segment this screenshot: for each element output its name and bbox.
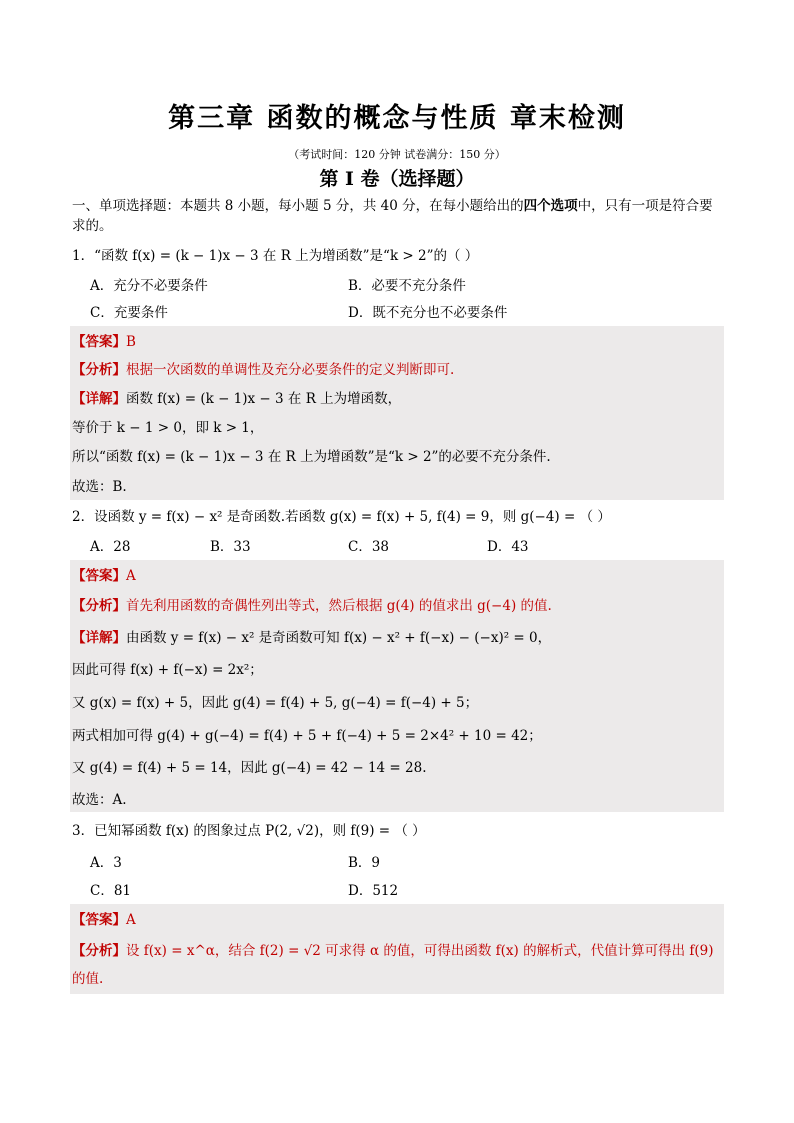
q3-stem: 3．已知幂函数 f(x) 的图象过点 P(2, √2)，则 f(9) = （ ） [72, 823, 426, 839]
q3-analysis-line [72, 937, 722, 993]
q2-option-d: D．43 [487, 539, 529, 555]
part-heading: 第 I 卷（选择题） [319, 168, 475, 190]
q2-analysis-line [72, 594, 552, 614]
instructions-lead: 一、单项选择题：本题共 8 小题，每小题 5 分，共 40 分，在每小题给出的 [72, 198, 524, 214]
q1-detail-line-4: 故选：B. [72, 479, 127, 495]
answer-tag: 【答案】 [72, 568, 126, 584]
answer-tag: 【答案】 [72, 334, 126, 350]
analysis-tag: 【分析】 [72, 943, 126, 959]
analysis-tag: 【分析】 [72, 598, 126, 614]
analysis-tag: 【分析】 [72, 362, 126, 378]
q1-analysis: 根据一次函数的单调性及充分必要条件的定义判断即可. [126, 362, 455, 378]
q1-stem: 1．“函数 f(x) = (k − 1)x − 3 在 R 上为增函数”是“k > 2”的（ ） [72, 248, 479, 264]
instructions-bold: 四个选项 [523, 198, 578, 214]
q1-answer: B [126, 334, 136, 350]
q3-option-a: A．3 [90, 855, 122, 871]
q3-answer: A [126, 912, 136, 928]
q1-analysis-line [72, 358, 454, 378]
q2-detail-line-3: 又 g(x) = f(x) + 5，因此 g(4) = f(4) + 5, g(−4) = f(−4) + 5； [72, 695, 479, 711]
q2-detail-line-4: 两式相加可得 g(4) + g(−4) = f(4) + 5 + f(−4) + 5 = 2×4² + 10 = 42； [72, 728, 542, 744]
q3-answer-line [72, 908, 136, 928]
q2-option-b: B．33 [210, 539, 251, 555]
q2-answer: A [126, 568, 136, 584]
q2-detail-line-6: 故选：A. [72, 792, 127, 808]
q1-option-d: D．既不充分也不必要条件 [348, 305, 508, 321]
q2-answer-line [72, 564, 136, 584]
q1-detail-1: 函数 f(x) = (k − 1)x − 3 在 R 上为增函数， [126, 391, 402, 407]
q2-detail-line-5: 又 g(4) = f(4) + 5 = 14，因此 g(−4) = 42 − 14 = 28. [72, 760, 427, 776]
q1-detail-line-1 [72, 387, 401, 407]
exam-info: （考试时间：120 分钟 试卷满分：150 分） [288, 148, 506, 161]
q3-option-b: B．9 [348, 855, 381, 871]
q2-detail-line-1 [72, 626, 551, 646]
q1-detail-line-3: 所以“函数 f(x) = (k − 1)x − 3 在 R 上为增函数”是“k > 2”的必要不充分条件. [72, 449, 551, 465]
q1-solution-box [70, 326, 724, 500]
q1-option-b: B．必要不充分条件 [348, 278, 466, 294]
answer-tag: 【答案】 [72, 912, 126, 928]
q3-option-c: C．81 [90, 883, 132, 899]
q2-detail-1: 由函数 y = f(x) − x² 是奇函数可知 f(x) − x² + f(−x) − (−x)² = 0， [126, 630, 552, 646]
detail-tag: 【详解】 [72, 630, 126, 646]
q1-answer-line [72, 330, 136, 350]
detail-tag: 【详解】 [72, 391, 126, 407]
q1-option-a: A．充分不必要条件 [90, 278, 208, 294]
q2-detail-line-2: 因此可得 f(x) + f(−x) = 2x²； [72, 662, 263, 678]
section-instructions [72, 196, 724, 236]
q1-detail-line-2: 等价于 k − 1 > 0，即 k > 1， [72, 420, 264, 436]
q2-analysis: 首先利用函数的奇偶性列出等式，然后根据 g(4) 的值求出 g(−4) 的值. [126, 598, 552, 614]
q3-analysis: 设 f(x) = x^α，结合 f(2) = √2 可求得 α 的值，可得出函数 f(x) 的解析式，代值计算可得出 f(9) 的值. [72, 943, 714, 987]
q2-option-a: A．28 [90, 539, 131, 555]
q1-option-c: C．充要条件 [90, 305, 168, 321]
q2-stem: 2．设函数 y = f(x) − x² 是奇函数.若函数 g(x) = f(x) + 5, f(4) = 9，则 g(−4) = （ ） [72, 509, 611, 525]
instructions-tail: 中，只有一项是符合要求的。 [72, 198, 713, 234]
q2-option-c: C．38 [348, 539, 390, 555]
page-title: 第三章 函数的概念与性质 章末检测 [168, 103, 626, 134]
q3-option-d: D．512 [348, 883, 399, 899]
